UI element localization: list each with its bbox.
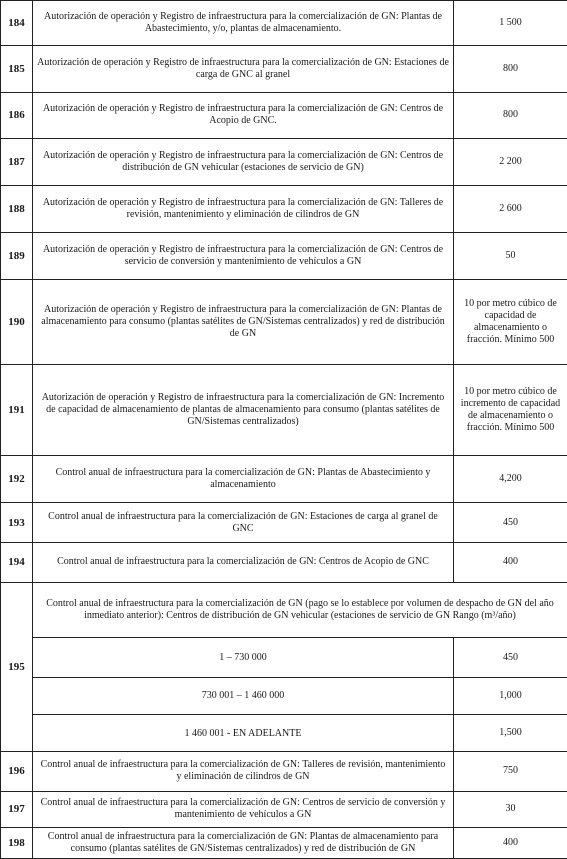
row-number: 189 <box>1 232 33 280</box>
row-amount: 400 <box>454 827 567 858</box>
row-amount: 1,500 <box>454 715 567 752</box>
table-row <box>1 1 567 46</box>
table-row <box>1 752 567 791</box>
range-label: 1 – 730 000 <box>33 638 454 677</box>
row-amount: 400 <box>454 543 567 582</box>
row-description: Control anual de infraestructura para la comercialización de GN: Plantas de almacenamiento para consumo (plantas satélites de GN/Sistemas centralizados) y red de distribución de GN <box>33 827 454 858</box>
row-amount: 30 <box>454 791 567 827</box>
table-row <box>1 45 567 93</box>
row-amount: 10 por metro cúbico de capacidad de almacenamiento o fracción. Mínimo 500 <box>454 280 567 365</box>
table-row <box>1 502 567 542</box>
row-number: 185 <box>1 45 33 93</box>
table-row <box>1 365 567 456</box>
row-amount: 2 200 <box>454 138 567 186</box>
row-number: 192 <box>1 456 33 503</box>
row-amount: 450 <box>454 502 567 542</box>
row-amount: 50 <box>454 232 567 280</box>
table-row <box>1 827 567 858</box>
row-number: 187 <box>1 138 33 186</box>
row-amount: 4,200 <box>454 456 567 503</box>
row-description: Autorización de operación y Registro de infraestructura para la comercialización de GN: Plantas de almacenamiento para consumo (plantas satélites de GN/Sistemas centralizados) y red de distribución de GN <box>33 280 454 365</box>
row-description: Autorización de operación y Registro de infraestructura para la comercialización de GN: Centros de distribución de GN vehicular (estaciones de servicio de GN) <box>33 138 454 186</box>
row-number: 197 <box>1 791 33 827</box>
row-description: Autorización de operación y Registro de infraestructura para la comercialización de GN: Incremento de capacidad de almacenamiento de plantas de almacenamiento para consumo (plantas satélites de GN/Sistemas centralizados) <box>33 365 454 456</box>
range-row <box>1 715 567 752</box>
row-number: 194 <box>1 543 33 582</box>
row-number: 196 <box>1 752 33 791</box>
row-number: 190 <box>1 280 33 365</box>
row-number: 186 <box>1 93 33 139</box>
row-amount: 800 <box>454 93 567 139</box>
row-amount: 10 por metro cúbico de incremento de capacidad de almacenamiento o fracción. Mínimo 500 <box>454 365 567 456</box>
table-row <box>1 582 567 638</box>
row-description: Control anual de infraestructura para la comercialización de GN: Centros de Acopio de GNC <box>33 543 454 582</box>
row-amount: 750 <box>454 752 567 791</box>
range-row <box>1 677 567 714</box>
range-label: 1 460 001 - EN ADELANTE <box>33 715 454 752</box>
row-amount: 1 500 <box>454 1 567 46</box>
row-description: Autorización de operación y Registro de infraestructura para la comercialización de GN: Talleres de revisión, mantenimiento y eliminación de cilindros de GN <box>33 186 454 233</box>
table-row <box>1 186 567 233</box>
row-amount: 1,000 <box>454 677 567 714</box>
row-number: 188 <box>1 186 33 233</box>
row-number: 191 <box>1 365 33 456</box>
row-number: 195 <box>1 582 33 752</box>
row-description: Control anual de infraestructura para la comercialización de GN (pago se lo establece por volumen de despacho de GN del año inmediato anterior): Centros de distribución de GN vehicular (estaciones de servicio de GN Rango (m³/año) <box>33 582 567 638</box>
table-row <box>1 543 567 582</box>
row-description: Autorización de operación y Registro de infraestructura para la comercialización de GN: Centros de servicio de conversión y mantenimiento de vehículos a GN <box>33 232 454 280</box>
range-label: 730 001 – 1 460 000 <box>33 677 454 714</box>
row-amount: 2 600 <box>454 186 567 233</box>
table-row <box>1 138 567 186</box>
row-amount: 800 <box>454 45 567 93</box>
row-description: Autorización de operación y Registro de infraestructura para la comercialización de GN: Plantas de Abastecimiento, y/o, plantas de almacenamiento. <box>33 1 454 46</box>
row-number: 198 <box>1 827 33 858</box>
table-row <box>1 232 567 280</box>
table-row <box>1 791 567 827</box>
row-amount: 450 <box>454 638 567 677</box>
table-row <box>1 93 567 139</box>
row-description: Control anual de infraestructura para la comercialización de GN: Plantas de Abastecimiento y almacenamiento <box>33 456 454 503</box>
table-row <box>1 280 567 365</box>
table-row <box>1 456 567 503</box>
row-description: Autorización de operación y Registro de infraestructura para la comercialización de GN: Centros de Acopio de GNC. <box>33 93 454 139</box>
row-description: Control anual de infraestructura para la comercialización de GN: Talleres de revisión, mantenimiento y eliminación de cilindros de GN <box>33 752 454 791</box>
row-description: Autorización de operación y Registro de infraestructura para la comercialización de GN: Estaciones de carga de GNC al granel <box>33 45 454 93</box>
row-number: 193 <box>1 502 33 542</box>
range-row <box>1 638 567 677</box>
row-number: 184 <box>1 1 33 46</box>
row-description: Control anual de infraestructura para la comercialización de GN: Centros de servicio de conversión y mantenimiento de vehículos a GN <box>33 791 454 827</box>
row-description: Control anual de infraestructura para la comercialización de GN: Estaciones de carga al granel de GNC <box>33 502 454 542</box>
